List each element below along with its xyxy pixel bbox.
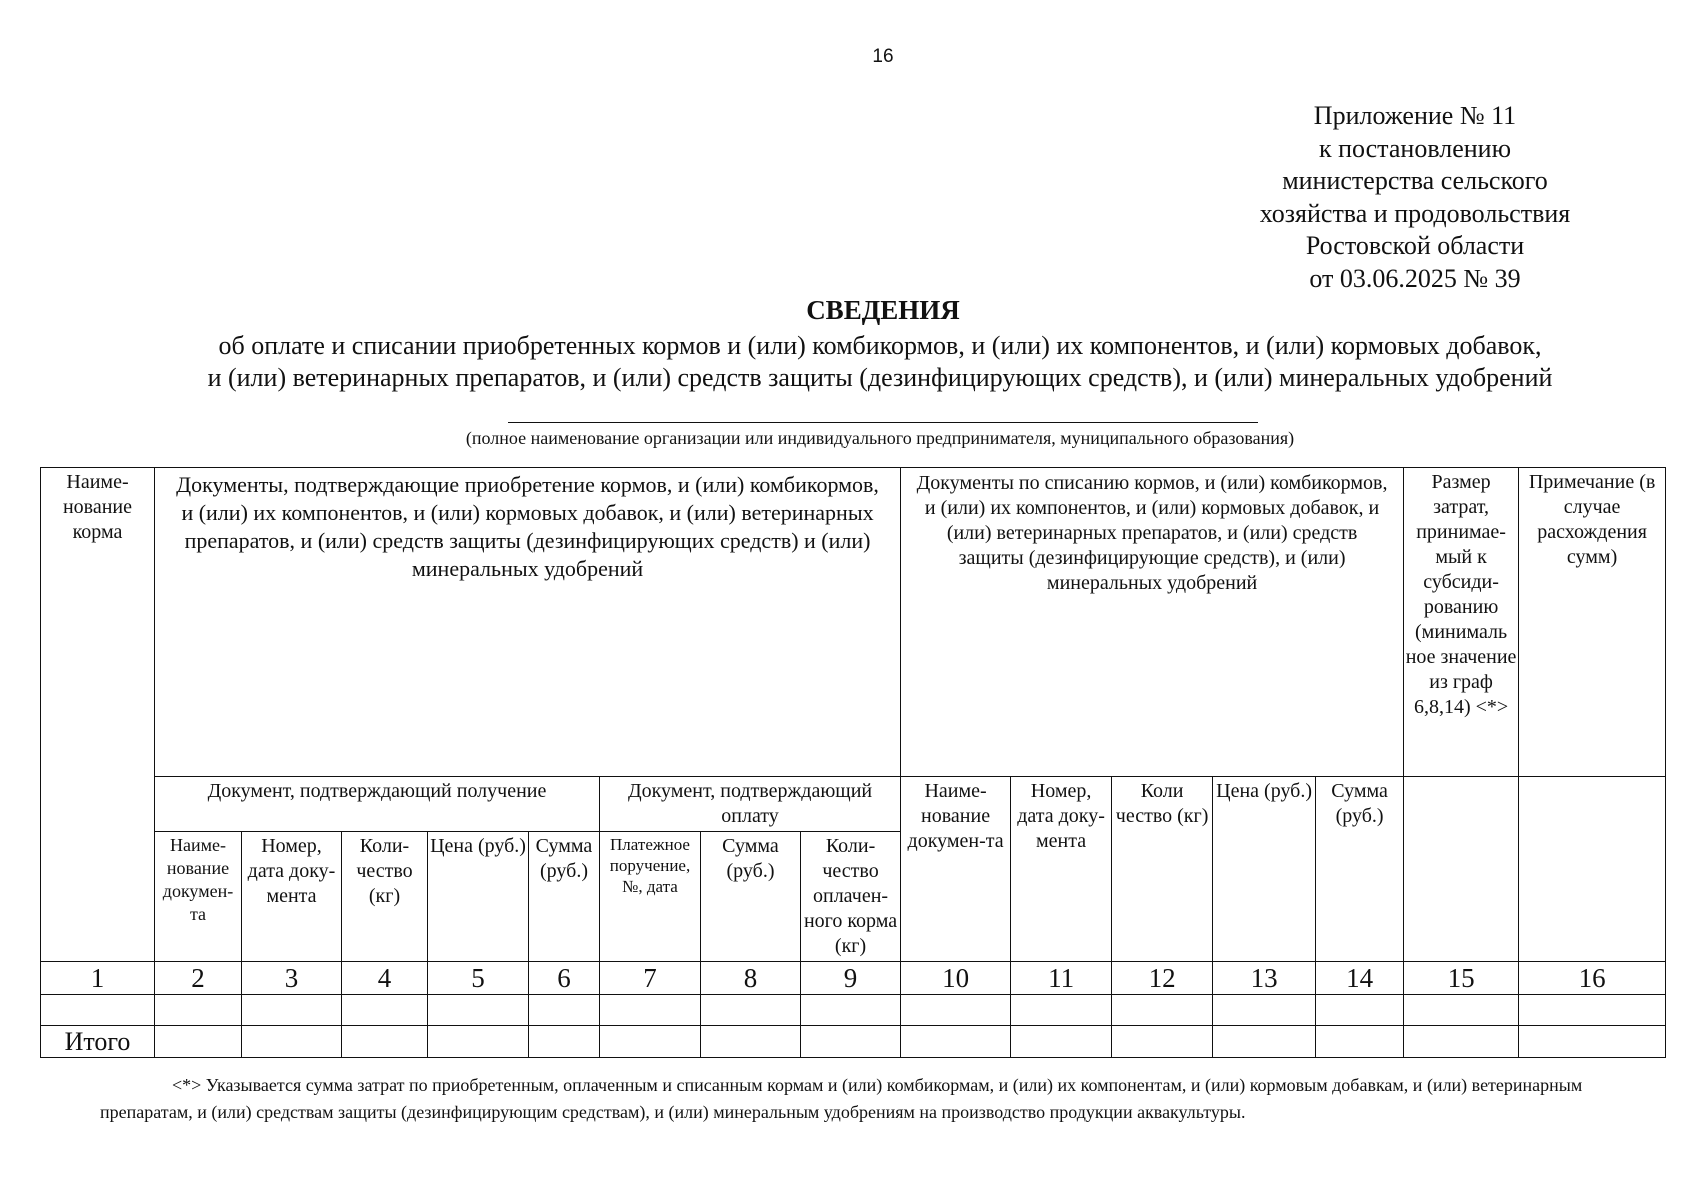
- column-number: 10: [901, 962, 1011, 995]
- column-number: 1: [41, 962, 155, 995]
- table-cell[interactable]: [242, 1026, 342, 1058]
- column-number: 2: [155, 962, 242, 995]
- column-number: 13: [1213, 962, 1316, 995]
- appendix-line: Приложение № 11: [1313, 101, 1517, 130]
- table-cell[interactable]: [1112, 995, 1213, 1026]
- header-purchase-documents: Документы, подтверждающие приобретение кормов, и (или) комбикормов, и (или) их компонентов, и (или) кормовых добавок, и (или) ветеринарных препаратов, и (или) средств защиты (дезинфицирующих средств) и (или) минеральных удобрений: [155, 468, 901, 777]
- header-payment-col-sum: Сумма (руб.): [701, 832, 801, 962]
- header-receipt-document: Документ, подтверждающий получение: [155, 777, 600, 832]
- document-subtitle: [130, 330, 1630, 394]
- table-cell[interactable]: [801, 1026, 901, 1058]
- appendix-line: к постановлению: [1318, 133, 1512, 163]
- column-number: 16: [1519, 962, 1666, 995]
- appendix-block: [1250, 100, 1580, 295]
- column-number: 8: [701, 962, 801, 995]
- header-writeoff-col-name: Наиме-нование докумен-та: [901, 777, 1011, 962]
- header-feed-name: Наиме-нование корма: [41, 468, 155, 962]
- table-cell[interactable]: [428, 1026, 529, 1058]
- table-cell[interactable]: [701, 1026, 801, 1058]
- header-writeoff-col-number-date: Номер, дата доку-мента: [1011, 777, 1112, 962]
- header-cost-size: Размер затрат, принимае-мый к субсиди-рованию (минималь ное значение из граф 6,8,14) <*>: [1404, 468, 1519, 777]
- organization-caption: (полное наименование организации или индивидуального предпринимателя, муниципального образования): [465, 428, 1295, 448]
- header-payment-col-quantity: Коли-чество оплачен-ного корма (кг): [801, 832, 901, 962]
- table-cell[interactable]: [1316, 1026, 1404, 1058]
- appendix-line: Ростовской области: [1305, 231, 1525, 260]
- column-number: 14: [1316, 962, 1404, 995]
- header-writeoff-col-quantity: Коли чество (кг): [1112, 777, 1213, 962]
- table-cell[interactable]: [155, 1026, 242, 1058]
- header-writeoff-col-price: Цена (руб.): [1213, 777, 1316, 962]
- header-receipt-col-number-date: Номер, дата доку-мента: [242, 832, 342, 962]
- table-cell[interactable]: [342, 1026, 428, 1058]
- table-cell[interactable]: [1519, 995, 1666, 1026]
- header-receipt-col-price: Цена (руб.): [428, 832, 529, 962]
- footnote: <*> Указывается сумма затрат по приобретенным, оплаченным и списанным кормам и (или) комбикормам, и (или) их компонентам, и (или) кормовым добавкам, и (или) ветеринарным препаратам, и (или) средствам защиты (дезинфицирующим средствам), и (или) минеральным удобрениям на производство продукции аквакультуры.: [100, 1075, 1583, 1122]
- table-cell[interactable]: [1316, 995, 1404, 1026]
- table-cell[interactable]: [1011, 995, 1112, 1026]
- table-row-total: [41, 1026, 1666, 1058]
- table-cell[interactable]: [1213, 1026, 1316, 1058]
- subtitle-line-2: и (или) ветеринарных препаратов, и (или) средств защиты (дезинфицирующих средств), и (или) минеральных удобрений: [207, 363, 1553, 392]
- table-cell[interactable]: [600, 995, 701, 1026]
- total-label: Итого: [41, 1026, 155, 1058]
- header-writeoff-documents: Документы по списанию кормов, и (или) комбикормов, и (или) их компонентов, и (или) кормовых добавок, и (или) ветеринарных препаратов, и (или) средств защиты (дезинфицирующие средств), и (или) минеральных удобрений: [901, 468, 1404, 777]
- table-cell[interactable]: [428, 995, 529, 1026]
- table-cell[interactable]: [155, 995, 242, 1026]
- column-number: 9: [801, 962, 901, 995]
- document-title: СВЕДЕНИЯ: [806, 295, 960, 325]
- column-number: 7: [600, 962, 701, 995]
- table-cell[interactable]: [529, 995, 600, 1026]
- header-writeoff-col-sum: Сумма (руб.): [1316, 777, 1404, 962]
- table-cell[interactable]: [1011, 1026, 1112, 1058]
- column-number: 4: [342, 962, 428, 995]
- table-cell[interactable]: [1404, 1026, 1519, 1058]
- table-cell[interactable]: [701, 995, 801, 1026]
- table-cell[interactable]: [529, 1026, 600, 1058]
- table-cell[interactable]: [342, 995, 428, 1026]
- header-cost-size-blank: [1404, 777, 1519, 962]
- table-cell[interactable]: [41, 995, 155, 1026]
- table-cell[interactable]: [1519, 1026, 1666, 1058]
- header-receipt-col-quantity: Коли-чество (кг): [342, 832, 428, 962]
- page-number: 16: [872, 46, 894, 67]
- header-payment-document: Документ, подтверждающий оплату: [600, 777, 901, 832]
- table-cell[interactable]: [242, 995, 342, 1026]
- column-number: 11: [1011, 962, 1112, 995]
- appendix-line: министерства сельского: [1282, 166, 1548, 195]
- table-cell[interactable]: [600, 1026, 701, 1058]
- header-note-blank: [1519, 777, 1666, 962]
- column-number: 12: [1112, 962, 1213, 995]
- organization-name-line: [508, 422, 1258, 423]
- table-row-empty: [41, 995, 1666, 1026]
- column-number: 15: [1404, 962, 1519, 995]
- header-payment-col-order: Платежное поручение, №, дата: [600, 832, 701, 962]
- table-cell[interactable]: [901, 1026, 1011, 1058]
- column-number: 3: [242, 962, 342, 995]
- table-cell[interactable]: [1404, 995, 1519, 1026]
- table-cell[interactable]: [901, 995, 1011, 1026]
- appendix-line: от 03.06.2025 № 39: [1309, 263, 1521, 293]
- table-cell[interactable]: [1213, 995, 1316, 1026]
- table-cell[interactable]: [801, 995, 901, 1026]
- header-receipt-col-name: Наиме-нование докумен-та: [155, 832, 242, 962]
- appendix-line: хозяйства и продовольствия: [1259, 198, 1571, 228]
- table-cell[interactable]: [1112, 1026, 1213, 1058]
- column-number: 5: [428, 962, 529, 995]
- subtitle-line-1: об оплате и списании приобретенных кормов и (или) комбикормов, и (или) их компонентов, и (или) кормовых добавок,: [218, 331, 1542, 360]
- column-number: 6: [529, 962, 600, 995]
- header-receipt-col-sum: Сумма (руб.): [529, 832, 600, 962]
- header-note: Примечание (в случае расхождения сумм): [1519, 468, 1666, 777]
- report-table: [40, 467, 1666, 1058]
